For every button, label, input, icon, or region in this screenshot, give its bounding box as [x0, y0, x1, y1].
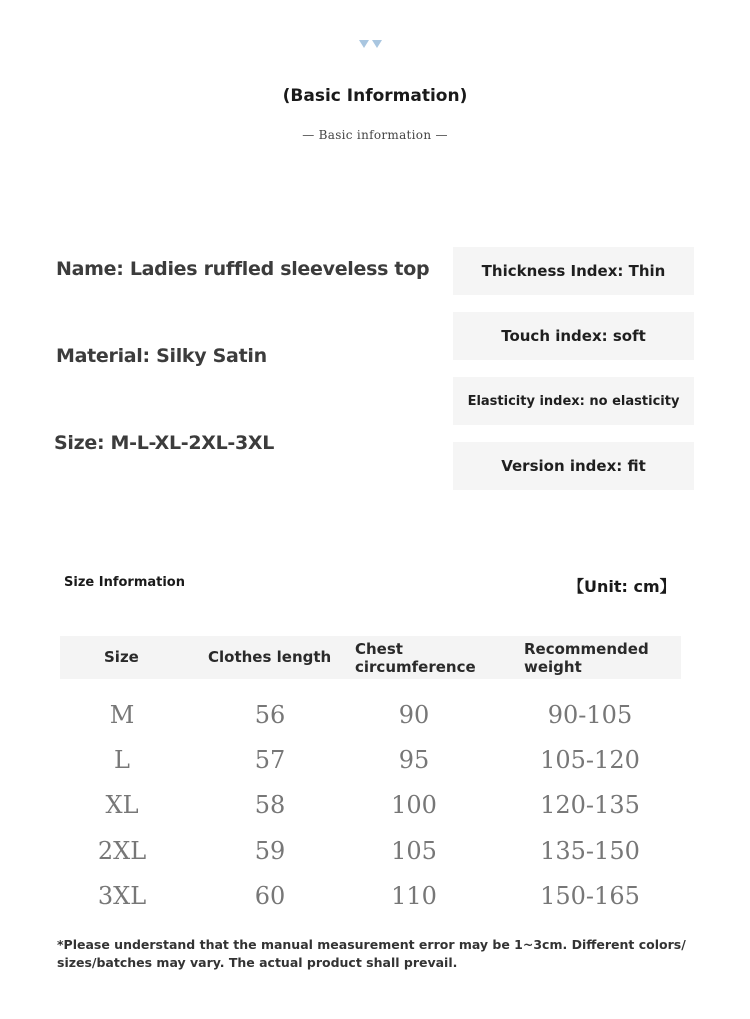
cell-length: 59	[254, 837, 286, 865]
measurement-note: *Please understand that the manual measurement error may be 1~3cm. Different colors/ sizes/batches may vary. The actual product shall prevail.	[57, 937, 686, 970]
column-header-weight: Recommended weight	[524, 640, 649, 676]
table-header	[60, 636, 681, 679]
cell-weight: 135-150	[540, 837, 640, 865]
cell-chest: 90	[398, 701, 430, 729]
touch-index-box: Touch index: soft	[453, 312, 694, 360]
column-header-size: Size	[104, 648, 139, 666]
product-size: Size: M-L-XL-2XL-3XL	[54, 432, 275, 454]
elasticity-index-box: Elasticity index: no elasticity	[453, 377, 694, 425]
table-row	[60, 697, 681, 737]
cell-weight: 120-135	[540, 791, 640, 819]
cell-length: 58	[254, 791, 286, 819]
size-information-label: Size Information	[64, 575, 185, 590]
cell-size: 3XL	[97, 882, 147, 910]
cell-size: XL	[105, 791, 139, 819]
cell-chest: 105	[391, 837, 437, 865]
column-header-length: Clothes length	[208, 648, 332, 666]
product-material: Material: Silky Satin	[56, 345, 267, 367]
cell-length: 57	[254, 746, 286, 774]
triangle-down-icon	[359, 40, 369, 48]
cell-chest: 100	[391, 791, 437, 819]
cell-weight: 105-120	[540, 746, 640, 774]
cell-length: 56	[254, 701, 286, 729]
cell-size: L	[114, 746, 130, 774]
cell-chest: 95	[398, 746, 430, 774]
table-row	[60, 787, 681, 827]
version-index-box: Version index: fit	[453, 442, 694, 490]
cell-weight: 90-105	[547, 701, 633, 729]
unit-label: 【Unit: cm】	[568, 577, 676, 596]
page-title: (Basic Information)	[282, 86, 468, 106]
cell-length: 60	[254, 882, 286, 910]
cell-chest: 110	[391, 882, 437, 910]
double-triangle-down-icon	[359, 40, 382, 48]
thickness-index-box: Thickness Index: Thin	[453, 247, 694, 295]
table-row	[60, 878, 681, 918]
cell-size: 2XL	[97, 837, 147, 865]
product-name: Name: Ladies ruffled sleeveless top	[56, 258, 430, 280]
triangle-down-icon	[372, 40, 382, 48]
table-row	[60, 742, 681, 782]
cell-weight: 150-165	[540, 882, 640, 910]
cell-size: M	[109, 701, 135, 729]
column-header-chest: Chest circumference	[355, 640, 476, 676]
page-subtitle: — Basic information —	[302, 128, 448, 142]
table-row	[60, 833, 681, 873]
